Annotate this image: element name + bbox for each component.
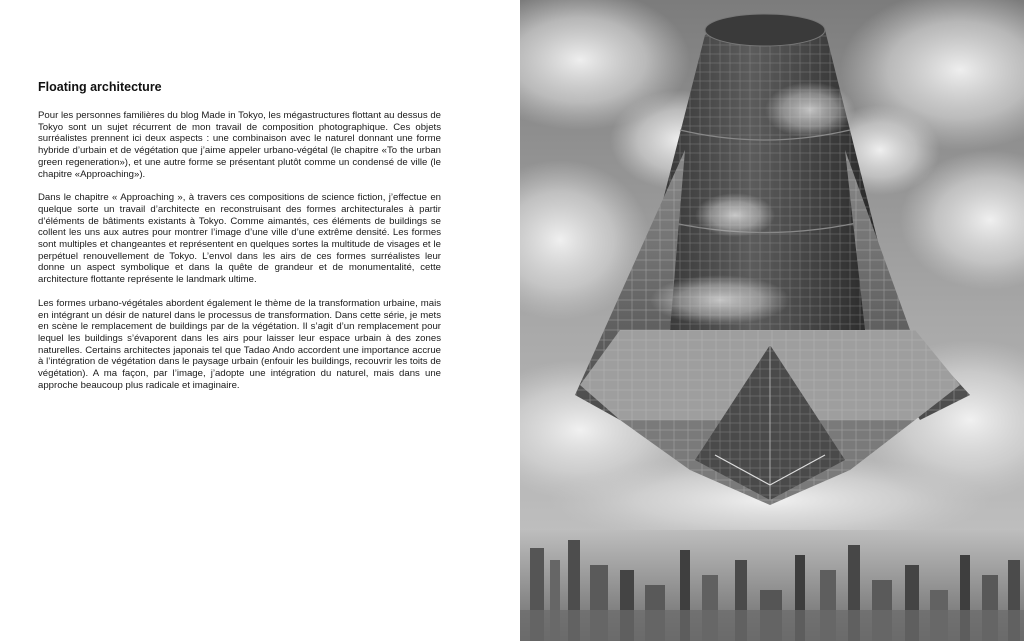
city-skyline: [520, 530, 1024, 641]
paragraph-1: Pour les personnes familières du blog Made in Tokyo, les mégastructures flottant au dessus de Tokyo sont un sujet récurrent de mon travail de composition photographique. Ces objets surréalistes prennent ici deux aspects : une combinaison avec le naturel donnant une forme hybride d’urbain et de végétation que j’aime appeler urbano-végétal (le chapitre «To the urban green regeneration»), et une autre forme se présentant plutôt comme un condensé de ville (le chapitre «Approaching»).: [38, 110, 441, 180]
article-title: Floating architecture: [38, 80, 162, 94]
paragraph-3: Les formes urbano-végétales abordent également le thème de la transformation urbaine, mais en intégrant un désir de naturel dans le processus de transformation. Dans cette série, je mets en scène le remplacement de buildings par de la végétation. Il s’agit d’un remplacement pour lequel les buildings s’évaporent dans les airs pour laisser leur espace urbain à des zones naturelles. Certains architectes japonais tel que Tadao Ando accordent une importance accrue à l’intégration de végétation dans le paysage urbain (enfouir les buildings, recouvrir les toits de végétation). A ma façon, par l’image, j’adopte une intégration du naturel, mais dans une approche beaucoup plus radicale et imaginaire.: [38, 297, 441, 391]
floating-tower-photo: [520, 0, 1024, 641]
article: [38, 80, 441, 403]
paragraph-2: Dans le chapitre « Approaching », à travers ces compositions de science fiction, j’effectue en quelque sorte un travail d’architecte en reconstruisant des formes architecturales à partir d’éléments de bâtiments existants à Tokyo. Comme aimantés, ces éléments de buildings se collent les uns aux autres pour montrer l’image d’une ville d’une extrême densité. Les formes sont multiples et changeantes et représentent en quelques sortes la multitude de visages et le perpétuel renouvellement de Tokyo. L’envol dans les airs de ces formes surréalistes leur donne un aspect symbolique et dans la quête de grandeur et de monumentalité, cette architecture flottante représente le landmark ultime.: [38, 192, 441, 286]
photo-composition: [520, 0, 1024, 641]
